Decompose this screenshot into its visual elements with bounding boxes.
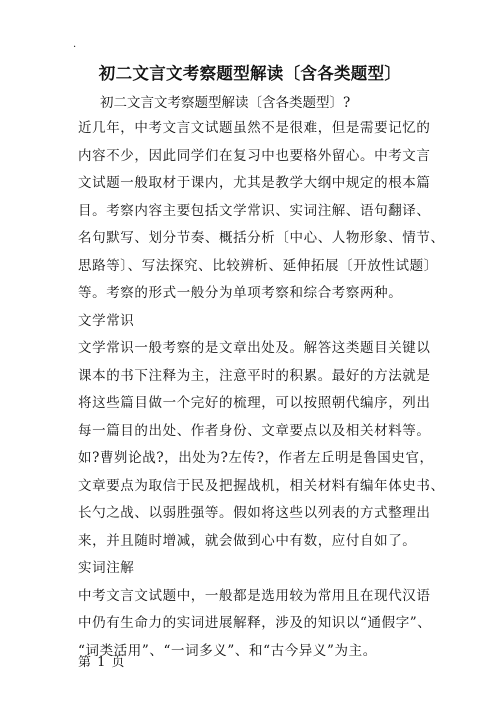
body-line: 目。考察内容主要包括文学常识、实词注解、语句翻译、 xyxy=(78,202,431,219)
body-line: 内容不少，因此同学们在复习中也要格外留心。中考文言 xyxy=(78,147,431,164)
body-line: 文章要点为取信于民及把握战机，相关材料有编年体史书、 xyxy=(78,477,445,494)
section-heading-literature: 文学常识 xyxy=(78,312,135,329)
document-subtitle: 初二文言文考察题型解读〔含各类题型〕? xyxy=(100,95,351,111)
body-line: 每一篇目的出处、作者身份、文章要点以及相关材料等。 xyxy=(78,422,431,439)
body-line: 中考文言文试题中，一般都是选用较为常用且在现代汉语 xyxy=(78,587,431,604)
document-body xyxy=(78,115,445,665)
body-line: 中仍有生命力的实词进展解释，涉及的知识以“通假字”、 xyxy=(78,615,432,631)
page-marker-dot: . xyxy=(73,39,77,50)
body-line: 近几年，中考文言文试题虽然不是很难，但是需要记忆的 xyxy=(78,120,431,136)
body-line: 来，并且随时增减，就会做到心中有数，应付自如了。 xyxy=(78,532,417,549)
body-line: 长勺之战、以弱胜强等。假如将这些以列表的方式整理出 xyxy=(78,505,431,521)
page-number: 第 1 页 xyxy=(78,655,126,670)
body-line: 课本的书下注释为主，注意平时的积累。最好的方法就是 xyxy=(78,367,431,384)
body-line: 名句默写、划分节奏、概括分析〔中心、人物形象、情节、 xyxy=(78,230,445,246)
section-heading-notional-words: 实词注解 xyxy=(78,560,135,576)
body-line: 如?曹刿论战?，出处为?左传?，作者左丘明是鲁国史官， xyxy=(78,450,434,466)
body-line: 文试题一般取材于课内，尤其是教学大纲中规定的根本篇 xyxy=(78,175,431,191)
body-line: 文学常识一般考察的是文章出处及。解答这类题目关键以 xyxy=(78,340,431,356)
body-line: 等。考察的形式一般分为单项考察和综合考察两种。 xyxy=(78,285,403,301)
body-line: “词类活用”、“一词多义”、和“古今异义”为主。 xyxy=(78,642,377,659)
body-line: 思路等〕、写法探究、比较辨析、延伸拓展〔开放性试题〕 xyxy=(78,257,438,274)
document-title: 初二文言文考察题型解读〔含各类题型〕 xyxy=(98,64,402,83)
body-line: 将这些篇目做一个完好的梳理，可以按照朝代编序，列出 xyxy=(78,395,431,411)
